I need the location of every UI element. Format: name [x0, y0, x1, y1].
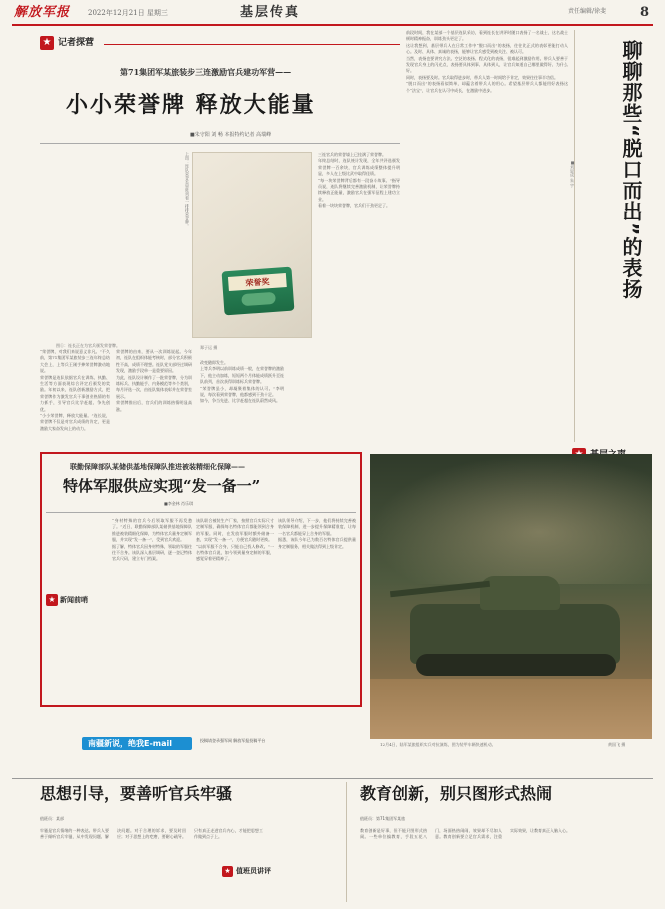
plaque-emblem	[241, 292, 276, 306]
right-feature-headline: 聊聊那些“脱口而出”的表扬	[619, 40, 643, 300]
top-story-kicker: 第71集团军某旅装步三连激励官兵建功军营——	[120, 67, 292, 77]
duty-comment-tag: 值班员讲评	[236, 867, 271, 875]
page-number: 8	[640, 5, 650, 20]
photo-side-caption: 上图：连队荣誉室里陈列着一排排荣誉牌。	[185, 152, 190, 228]
top-story-column: “荣誉牌，对我们来说意义非凡。”不久前，第71集团军某旅装步三连年终总结大会上，上等兵王刚手捧荣誉牌激动地说。 荣誉牌是连队依据官兵在训练、执勤、生活等方面表现综合评定后颁发的奖励。年初以来，连队创新激励方式，把荣誉牌作为激发官兵干事创业热情的有力抓手，引导官兵比学赶超、争先创优。 “小小荣誉牌，释放大能量。”连长说，荣誉牌不仅是对官兵成绩的肯定，更是激励大家奋发向上的动力。	[40, 349, 110, 431]
tag-rule	[104, 44, 400, 45]
top-story-column: 三连官兵的荣誉墙上已挂满了荣誉牌。 年终总结时，连队统计发现，全年共评选颁发荣誉牌一百余块，官兵训练成绩整体提升明显，多人在上级比武中取得佳绩。 “每一块荣誉牌背后都有一段奋斗故事。”指导员说，连队将继续完善激励机制，让荣誉牌持续释放正能量，激励官兵在强军征程上建功立业。 看着一块块荣誉牌，官兵们干劲更足了。	[318, 152, 400, 209]
photo-caption: 12月4日，陆军某旅组织实兵对抗演练，图为装甲车辆快速机动。	[380, 742, 496, 747]
divider	[40, 143, 400, 144]
divider	[46, 512, 356, 513]
bottom-left-body: 牢骚是官兵情绪的一种表达。带兵人要善于倾听官兵牢骚，从中发现问题、解决问题。对于合理的诉求，要及时回应；对于思想上的疙瘩，要耐心疏导。只有真正走进官兵内心，才能把思想工作做到点子上。	[40, 828, 263, 840]
news-tag: 新闻前哨	[60, 596, 88, 604]
divider	[346, 782, 347, 902]
top-story-tag: 记者探营	[58, 38, 95, 48]
divider	[12, 778, 653, 779]
paper-logo: 解放军报	[14, 5, 71, 20]
right-feature-author: ■刘思成 朱 宇	[570, 160, 575, 188]
mid-story-byline: ■李金林 肖乐琪	[164, 501, 194, 506]
top-story-byline: ■朱守阳 刘 畅 本报特约记者 高瑞峰	[190, 132, 272, 138]
tank-turret	[480, 576, 560, 610]
mid-story-column: 该队联合被装生产厂家，按照官兵实际尺寸定制军服，确保每名特体官兵都能领到合身的军服。同时，在发放军服时额外储备一套，实现“发一备一”，方便官兵随时更换。 “以前军服不合身，只能自己找人修改。”一名特体官兵说，如今领到量身定制的军服，感觉穿着更精神了。	[196, 518, 274, 562]
submission-note: 投稿请登录强军网 解放军报投稿平台	[200, 738, 266, 743]
dust-ground	[370, 679, 652, 739]
mid-story-headline: 特体军服供应实现“发一备一”	[63, 477, 261, 495]
smoke	[370, 454, 652, 584]
tank-photo	[370, 454, 652, 739]
bottom-left-headline: 思想引导，要善听官兵牢骚	[40, 784, 233, 803]
honor-plaque-photo	[192, 152, 312, 338]
photo-credit: 郑子运 摄	[200, 345, 218, 350]
mid-story-column: 该队领导介绍，下一步，他们将持续完善被装保障机制，进一步提升保障精准度，让每一名官兵都能穿上合身的军服。 据悉，该队今年已为数百名特体官兵提供量身定制服务，相关做法得到上级肯定。	[278, 518, 356, 549]
bottom-left-source: 值班员：某部	[40, 816, 64, 821]
right-feature-body: 前段时间，我在某部一个基层连队采访，看到连长在讲评时随口表扬了一名战士，这名战士顿时精神振奋，训练劲头更足了。 这让我想到，基层带兵人在日常工作中“脱口而出”的表扬，往往比正式的表彰更能打动人心。及时、具体、真诚的表扬，能够让官兵感受到被关注、被认可。 当然，表扬也要讲究方法。空泛的表扬、程式化的表扬，很难起到激励作用。带兵人要善于发现官兵身上的闪光点，表扬要具体到事、具体到人，让官兵知道自己哪里做得好、为什么好。 同时，表扬要及时。官兵取得进步时，带兵人第一时间给予肯定，效果往往事半功倍。 “脱口而出”的表扬看似简单，却蕴含着带兵人的用心。希望基层带兵人都能用好表扬这个“法宝”，让官兵在认可中成长，在激励中进步。	[406, 30, 568, 93]
star-icon: ★	[222, 866, 233, 877]
top-story-column: 改变随即发生。 上等兵李明以前训练成绩一般，在荣誉牌的激励下，他主动加练，短短两个月体能成绩跃升至连队前列，首次获得训练标兵荣誉牌。 “荣誉牌虽小，却凝聚着集体的认可。”李明说，每次看到荣誉牌，他都感到干劲十足。 如今，争当先进、比学赶超在连队蔚然成风。	[200, 360, 284, 404]
editor-line: 责任编辑/徐斐	[568, 8, 607, 15]
bottom-right-headline: 教育创新，别只图形式热闹	[360, 784, 553, 803]
plaque-label: 荣誉奖	[228, 273, 287, 291]
photo-credit: 黄国飞 摄	[608, 742, 626, 747]
bottom-right-body: 教育创新是好事，但不能只图形式热闹。一些单位搞教育，手段五花八门，场面热热闹闹，效果却不尽如人意。教育创新要立足官兵需求，注重实际效果，让教育真正入脑入心。	[360, 828, 570, 840]
photo-caption: 图①：连长正在为官兵颁发荣誉牌。	[56, 343, 120, 348]
star-icon: ★	[40, 36, 54, 50]
star-icon: ★	[46, 594, 58, 606]
mid-story-kicker: 联勤保障部队某储供基地保障队推进被装精细化保障——	[70, 462, 245, 471]
mid-story-column: “身材特殊的官兵今后领取军服不再发愁了。”近日，联勤保障部队某储供基地保障队推进被装精细化保障，为特体官兵量身定制军服，并实现“发一备一”，受到官兵欢迎。 据了解，特体官兵因身材特殊，领取的军服往往不合身。该队深入基层调研，逐一登记特体官兵尺码，建立专门档案。	[112, 518, 192, 562]
section-title: 基层传真	[240, 5, 301, 20]
header-rule	[12, 24, 653, 26]
top-story-column: 荣誉牌的由来，要从一次训练说起。今年初，连队在组织体能考核时，部分官兵积极性不高，成绩不理想。连队党支部经过调研发现，激励手段单一是重要原因。 为此，连队设计制作了一批荣誉牌，分为训练标兵、执勤能手、内务模范等多个类别，每月评选一次，由连队集体表彰并在荣誉室展示。 荣誉牌推出后，官兵们的训练热情明显高涨。	[116, 349, 192, 412]
bottom-right-source: 值班员：第71集团军某旅	[360, 816, 406, 821]
issue-date: 2022年12月21日 星期三	[88, 9, 168, 17]
top-story-headline: 小小荣誉牌 释放大能量	[66, 93, 316, 118]
tank-track	[416, 654, 616, 676]
honor-plaque	[222, 267, 295, 316]
email-banner: 南疆新说，绝我E-mail	[82, 737, 192, 750]
